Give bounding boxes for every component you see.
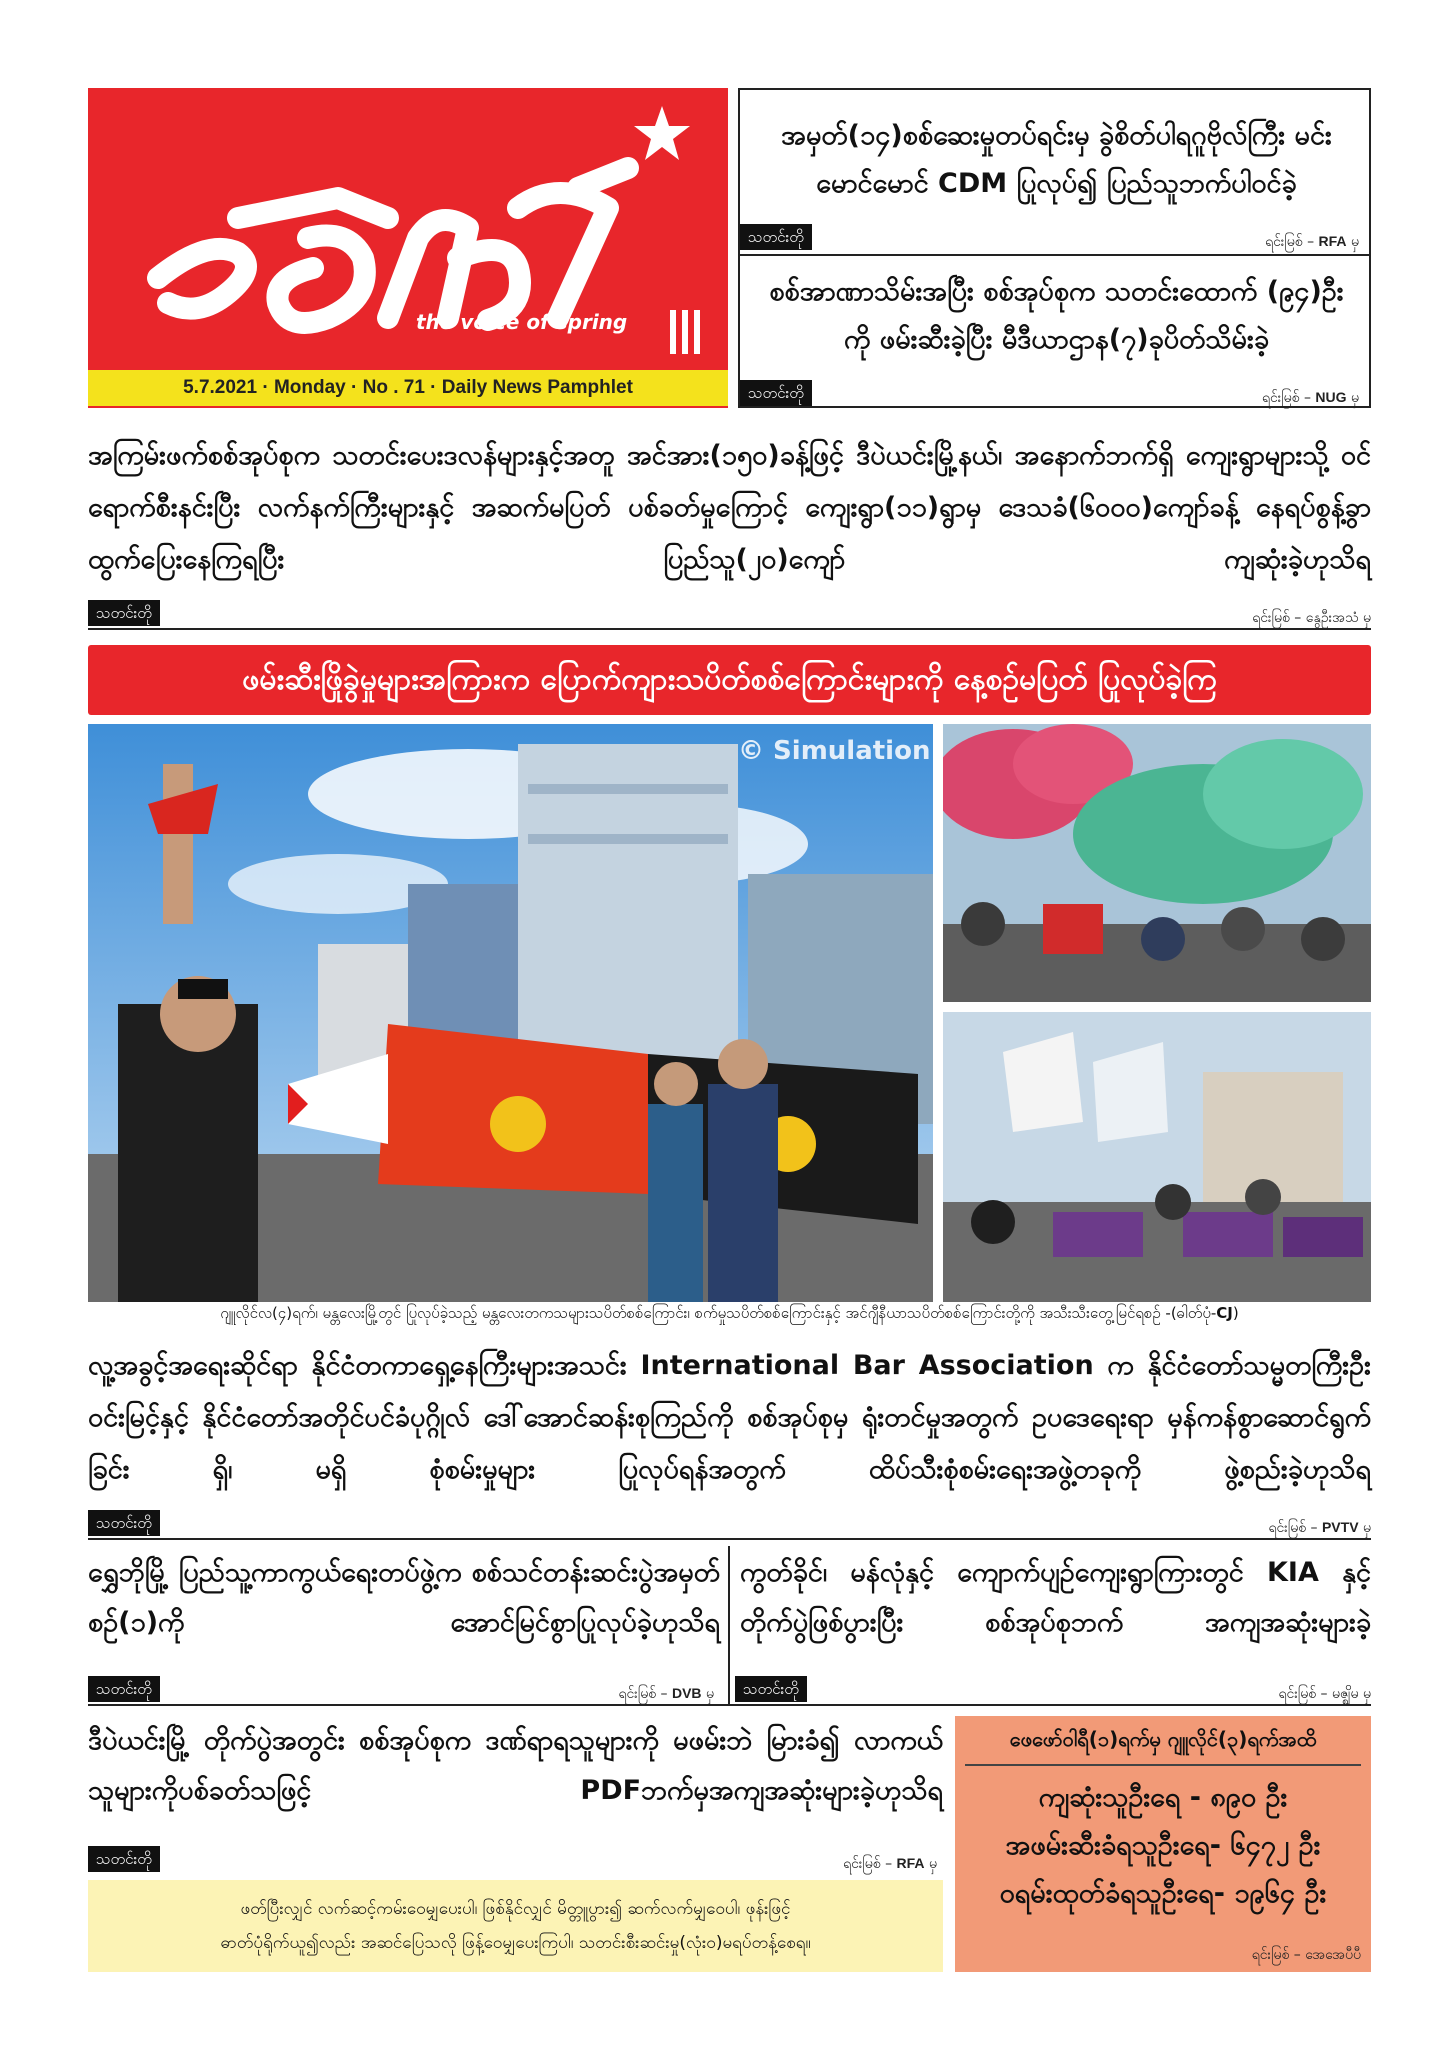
share-notice xyxy=(88,1880,943,1972)
masthead-tick-mark xyxy=(670,310,676,354)
star-icon xyxy=(632,104,692,164)
pdf-story: ဒီပဲယင်းမြို့ တိုက်ပွဲအတွင်း စစ်အုပ်စုက ဒဏ်ရာရသူများကို မဖမ်းဘဲ မြားခံ၍ လာကယ်သူများကိုပစ်ခတ်သဖြင့် PDFဘက်မှအကျအဆုံးများခဲ့ဟုသိရ xyxy=(88,1725,943,1806)
smoke-flare-photo xyxy=(943,724,1371,1002)
masthead-tick-mark xyxy=(694,310,700,354)
news-tag: သတင်းတို xyxy=(740,380,812,406)
photo-section-title: ဖမ်းဆီးဖြိုခွဲမှုများအကြားက ပြောက်ကျားသပိတ်စစ်ကြောင်းများကို နေ့စဉ်မပြတ် ပြုလုပ်ခဲ့ကြ xyxy=(88,645,1371,715)
top-news-headline-1: အမှတ်(၁၄)စစ်ဆေးမှုတပ်ရင်းမှ ခွဲစိတ်ပါရဂူဗိုလ်ကြီး မင်းမောင်မောင် CDM ပြုလုပ်၍ ပြည်သူဘက်ပါဝင်ခဲ့ xyxy=(781,120,1332,199)
stats-divider xyxy=(965,1764,1361,1766)
news-source: ရင်းမြစ် – RFA မှ xyxy=(1265,233,1359,250)
news-tag: သတင်းတို xyxy=(88,600,160,626)
stats-killed: ကျဆုံးသူဦးရေ - ၈၉၀ ဦး xyxy=(1038,1782,1288,1813)
shwebo-story: ရွှေဘိုမြို့ ပြည်သူ့ကာကွယ်ရေးတပ်ဖွဲ့က စစ်သင်တန်းဆင်းပွဲအမှတ်စဉ်(၁)ကို အောင်မြင်စွာပြုလုပ်ခဲ့ဟုသိရ xyxy=(88,1557,720,1638)
photo-watermark: © Simulation xyxy=(738,736,931,766)
protest-banners-photo xyxy=(943,1012,1371,1302)
share-notice-line-1: ဖတ်ပြီးလျှင် လက်ဆင့်ကမ်းဝေမျှပေးပါ၊ ဖြစ်နိုင်လျှင် မိတ္တူပွား၍ ဆက်လက်မျှဝေပါ၊ ဖုန်းဖြင့် xyxy=(240,1899,791,1919)
kia-story: ကွတ်ခိုင်၊ မန်လုံနှင့် ကျောက်ပျဉ်ကျေးရွာကြားတွင် KIA နှင့် တိုက်ပွဲဖြစ်ပွားပြီး စစ်အုပ်စုဘက် အကျအဆုံးများခဲ့ xyxy=(740,1557,1371,1638)
news-divider xyxy=(740,254,1369,256)
stats-period: ဖေဖော်ဝါရီ(၁)ရက်မှ ဂျူလိုင်(၃)ရက်အထိ xyxy=(1009,1727,1317,1751)
masthead-tagline: the voice of spring xyxy=(416,310,628,334)
masthead-dateline: 5.7.2021 · Monday · No . 71 · Daily News Pamphlet xyxy=(88,370,728,406)
news-source: ရင်းမြစ် – DVB မှ xyxy=(618,1685,714,1702)
column-divider xyxy=(728,1546,730,1706)
photo-caption: ဂျူလိုင်လ(၄)ရက်၊ မန္တလေးမြို့တွင် ပြုလုပ်ခဲ့သည့် မန္တလေးတကသများသပိတ်စစ်ကြောင်း၊ စက်မှုသပိတ်စစ်ကြောင်းနှင့် အင်ဂျီနီယာသပိတ်စစ်ကြောင်းတို့ကို အသီးသီးတွေ့မြင်ရစဉ် -(ဓါတ်ပုံ-CJ) xyxy=(220,1304,1239,1322)
news-source: ရင်းမြစ် – RFA မှ xyxy=(843,1855,937,1872)
stats-warrants: ဝရမ်းထုတ်ခံရသူဦးရေ- ၁၉၆၄ ဦး xyxy=(999,1878,1327,1909)
casualty-stats-box xyxy=(955,1716,1371,1972)
news-source: ရင်းမြစ် – PVTV မှ xyxy=(1268,1519,1371,1536)
iba-story: လူ့အခွင့်အရေးဆိုင်ရာ နိုင်ငံတကာရှေ့နေကြီးများအသင်း International Bar Association က နိုင်ငံတော်သမ္မတကြီးဦးဝင်းမြင့်နှင့် နိုင်ငံတော်အတိုင်ပင်ခံပုဂ္ဂိုလ် ဒေါ်အောင်ဆန်းစုကြည်ကို စစ်အုပ်စုမှ ရုံးတင်မှုအတွက် ဥပဒေရေးရာ မှန်ကန်စွာဆောင်ရွက်ခြင်း ရှိ၊ မရှိ စုံစမ်းမှုများ ပြုလုပ်ရန်အတွက် ထိပ်သီးစုံစမ်းရေးအဖွဲ့တခုကို ဖွဲ့စည်းခဲ့ဟုသိရ xyxy=(88,1350,1371,1485)
lead-story: အကြမ်းဖက်စစ်အုပ်စုက သတင်းပေးဒလန်များနှင့်အတူ အင်အား(၁၅၀)ခန့်ဖြင့် ဒီပဲယင်းမြို့နယ်၊ အနောက်ဘက်ရှိ ကျေးရွာများသို့ ဝင်ရောက်စီးနင်းပြီး လက်နက်ကြီးများနှင့် အဆက်မပြတ် ပစ်ခတ်မှုကြောင့် ကျေးရွာ(၁၁)ရွာမှ ဒေသခံ(၆၀၀၀)ကျော်ခန့် နေရပ်စွန့်ခွာ ထွက်ပြေးနေကြရပြီး ပြည်သူ(၂၀)ကျော် ကျဆုံးခဲ့ဟုသိရ xyxy=(88,440,1371,575)
section-rule xyxy=(88,1538,1371,1540)
news-tag: သတင်းတို xyxy=(740,224,812,250)
stats-arrested: အဖမ်းဆီးခံရသူဦးရေ- ၆၄၇၂ ဦး xyxy=(1005,1830,1321,1861)
masthead xyxy=(88,88,728,408)
section-rule xyxy=(88,1704,1371,1706)
section-rule xyxy=(88,628,1371,630)
protest-main-photo xyxy=(88,724,933,1302)
news-tag: သတင်းတို xyxy=(88,1676,160,1702)
stats-source: ရင်းမြစ် – အေအေပီပီ xyxy=(1251,1947,1361,1963)
news-source: ရင်းမြစ် – နွေဦးအသံ မှ xyxy=(1252,610,1371,626)
news-tag: သတင်းတို xyxy=(735,1676,807,1702)
news-tag: သတင်းတို xyxy=(88,1510,160,1536)
news-source: ရင်းမြစ် – မဇ္ဈိမ မှ xyxy=(1278,1686,1371,1702)
masthead-tick-mark xyxy=(682,310,688,354)
share-notice-line-2: ဓာတ်ပုံရိုက်ယူ၍လည်း အဆင်ပြေသလို ဖြန့်ဝေမျှပေးကြပါ၊ သတင်းစီးဆင်းမှု(လုံး၀)မရပ်တန့်စေရ။ xyxy=(220,1933,811,1953)
top-news-headline-2: စစ်အာဏာသိမ်းအပြီး စစ်အုပ်စုက သတင်းထောက် (၉၄)ဦးကို ဖမ်းဆီးခဲ့ပြီး မီဒီယာဌာန(၇)ခုပိတ်သိမ်းခဲ့ xyxy=(769,276,1344,355)
news-source: ရင်းမြစ် – NUG မှ xyxy=(1261,389,1359,406)
top-news-box xyxy=(738,88,1371,408)
news-tag: သတင်းတို xyxy=(88,1846,160,1872)
